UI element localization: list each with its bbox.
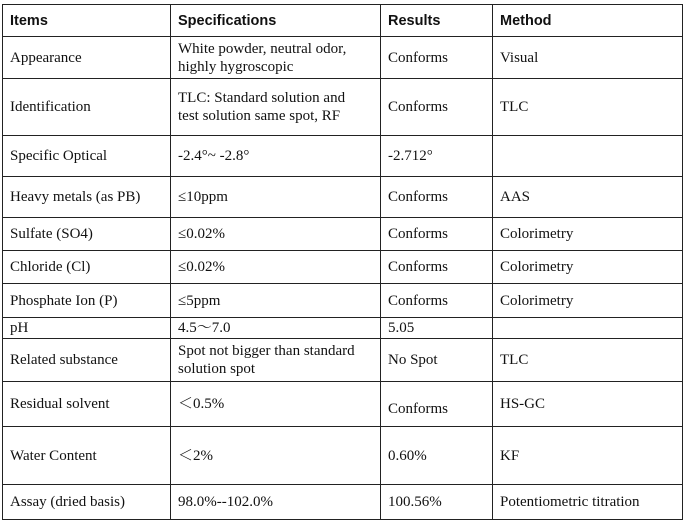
result-cell: Conforms: [381, 382, 493, 427]
spec-cell: [171, 251, 381, 284]
spec-cell: [171, 284, 381, 318]
item-cell: Appearance: [3, 37, 171, 79]
spec-line: ≤10ppm: [178, 189, 228, 205]
result-cell: 5.05: [381, 318, 493, 339]
spec-line: -2.4°~ -2.8°: [178, 148, 250, 164]
spec-line: White powder, neutral odor,: [178, 40, 347, 57]
result-cell: Conforms: [381, 37, 493, 79]
spec-line: ≤0.02%: [178, 259, 225, 275]
method-cell: Potentiometric titration: [493, 485, 683, 520]
spec-cell: [171, 427, 381, 485]
spec-line: ＜2%: [178, 447, 213, 464]
table-row: [3, 382, 683, 427]
item-cell: Identification: [3, 79, 171, 136]
method-cell: [493, 136, 683, 177]
specifications-table: [2, 4, 683, 520]
table-row: [3, 177, 683, 218]
item-cell: Sulfate (SO4): [3, 218, 171, 251]
method-cell: [493, 318, 683, 339]
spec-line: 98.0%--102.0%: [178, 494, 273, 510]
method-cell: Colorimetry: [493, 284, 683, 318]
method-cell: Visual: [493, 37, 683, 79]
result-cell: 0.60%: [381, 427, 493, 485]
item-cell: Phosphate Ion (P): [3, 284, 171, 318]
spec-cell: [171, 79, 381, 136]
item-cell: Water Content: [3, 427, 171, 485]
table-row: [3, 427, 683, 485]
item-cell: pH: [3, 318, 171, 339]
method-cell: Colorimetry: [493, 251, 683, 284]
table-row: [3, 251, 683, 284]
spec-cell: [171, 37, 381, 79]
table-row: [3, 37, 683, 79]
spec-cell: [171, 177, 381, 218]
spec-cell: [171, 339, 381, 382]
spec-cell: [171, 136, 381, 177]
spec-line: TLC: Standard solution and: [178, 90, 346, 106]
spec-cell: [171, 318, 381, 339]
spec-line: Spot not bigger than standard: [178, 343, 355, 359]
header-specifications: Specifications: [171, 5, 381, 37]
spec-line: highly hygroscopic: [178, 58, 294, 75]
item-cell: Chloride (Cl): [3, 251, 171, 284]
spec-line: 4.5～7.0: [178, 320, 231, 336]
result-cell: Conforms: [381, 218, 493, 251]
table-header-row: [3, 5, 683, 37]
spec-line: ＜0.5%: [178, 396, 225, 412]
result-cell: No Spot: [381, 339, 493, 382]
result-cell: Conforms: [381, 79, 493, 136]
spec-line: test solution same spot, RF: [178, 108, 341, 124]
method-cell: HS-GC: [493, 382, 683, 427]
method-cell: TLC: [493, 79, 683, 136]
item-cell: Specific Optical: [3, 136, 171, 177]
spec-cell: [171, 382, 381, 427]
spec-line: ≤0.02%: [178, 226, 225, 242]
method-cell: TLC: [493, 339, 683, 382]
result-cell: -2.712°: [381, 136, 493, 177]
table-row: [3, 136, 683, 177]
item-cell: Assay (dried basis): [3, 485, 171, 520]
spec-cell: [171, 485, 381, 520]
table-row: [3, 318, 683, 339]
item-cell: Residual solvent: [3, 382, 171, 427]
header-method: Method: [493, 5, 683, 37]
method-cell: Colorimetry: [493, 218, 683, 251]
item-cell: Related substance: [3, 339, 171, 382]
spec-line: ≤5ppm: [178, 292, 221, 309]
table-row: [3, 284, 683, 318]
method-cell: AAS: [493, 177, 683, 218]
header-results: Results: [381, 5, 493, 37]
table-row: [3, 485, 683, 520]
table-row: [3, 79, 683, 136]
header-items: Items: [3, 5, 171, 37]
item-cell: Heavy metals (as PB): [3, 177, 171, 218]
result-cell: Conforms: [381, 251, 493, 284]
result-cell: Conforms: [381, 284, 493, 318]
result-cell: Conforms: [381, 177, 493, 218]
spec-line: solution spot: [178, 361, 256, 377]
table-row: [3, 218, 683, 251]
result-cell: 100.56%: [381, 485, 493, 520]
method-cell: KF: [493, 427, 683, 485]
table-row: [3, 339, 683, 382]
spec-cell: [171, 218, 381, 251]
